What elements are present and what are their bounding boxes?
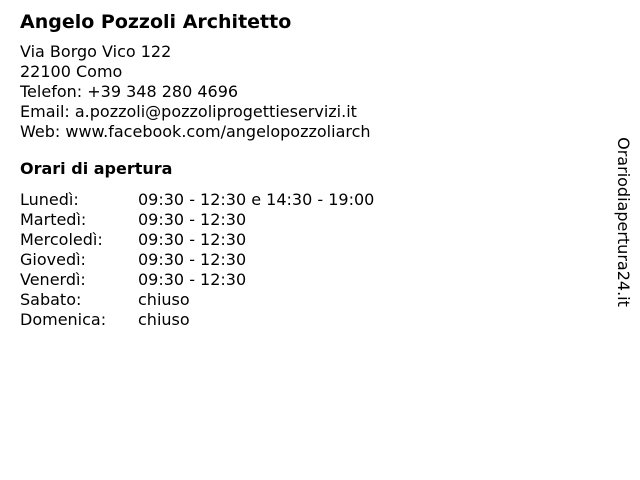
city-line: 22100 Como xyxy=(20,62,123,81)
day-label: Venerdì: xyxy=(20,270,86,289)
opening-hours-heading: Orari di apertura xyxy=(20,159,173,178)
hours-row-thursday xyxy=(20,250,600,270)
opening-hours-table xyxy=(20,190,600,330)
email-line: Email: a.pozzoli@pozzoliprogettieservizi.it xyxy=(20,102,357,121)
hours-row-friday xyxy=(20,270,600,290)
day-label: Giovedì: xyxy=(20,250,86,269)
phone-line: Telefon: +39 348 280 4696 xyxy=(20,82,239,101)
hours-row-sunday xyxy=(20,310,600,330)
time-value: 09:30 - 12:30 xyxy=(138,230,247,249)
web-line: Web: www.facebook.com/angelopozzoliarch xyxy=(20,122,371,141)
hours-row-saturday xyxy=(20,290,600,310)
business-card xyxy=(20,10,600,330)
time-value: 09:30 - 12:30 e 14:30 - 19:00 xyxy=(138,190,375,209)
hours-row-wednesday xyxy=(20,230,600,250)
time-value: 09:30 - 12:30 xyxy=(138,250,247,269)
hours-row-tuesday xyxy=(20,210,600,230)
day-label: Sabato: xyxy=(20,290,82,309)
day-label: Martedì: xyxy=(20,210,87,229)
contact-details xyxy=(20,42,600,142)
hours-row-monday xyxy=(20,190,600,210)
day-label: Lunedì: xyxy=(20,190,79,209)
day-label: Domenica: xyxy=(20,310,107,329)
time-value: chiuso xyxy=(138,290,190,309)
time-value: chiuso xyxy=(138,310,190,329)
time-value: 09:30 - 12:30 xyxy=(138,210,247,229)
business-name: Angelo Pozzoli Architetto xyxy=(20,11,292,33)
day-label: Mercoledì: xyxy=(20,230,103,249)
time-value: 09:30 - 12:30 xyxy=(138,270,247,289)
address-line: Via Borgo Vico 122 xyxy=(20,42,172,61)
site-watermark: Orariodiapertura24.it xyxy=(614,137,633,307)
